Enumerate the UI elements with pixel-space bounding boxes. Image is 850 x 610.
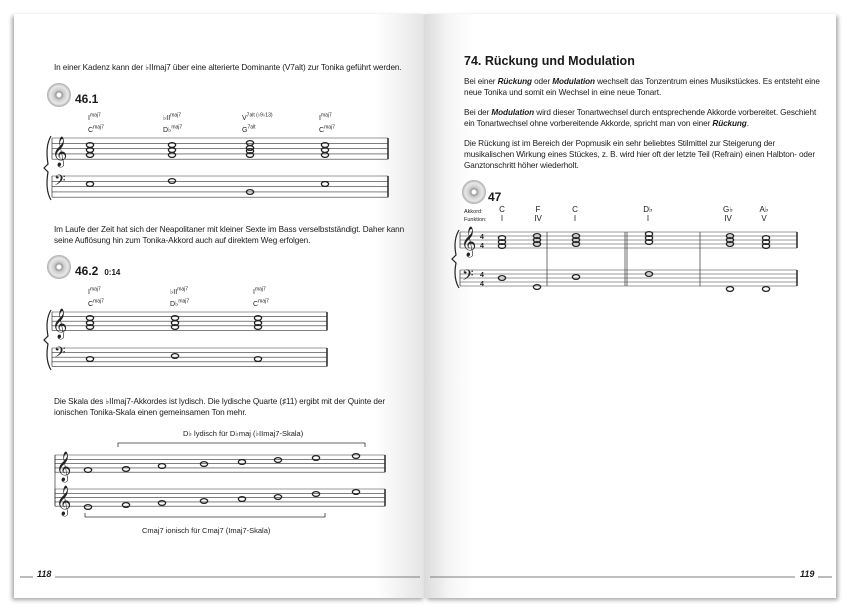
example-number: 47 [488, 190, 502, 204]
whole-note [84, 468, 91, 473]
intro-paragraph: Bei einer Rückung oder Modulation wechselt das Tonzentrum eines Musikstückes. Es entsteht eine neue Tonika und somit ein Wechsel in eine neue Tonart. [464, 77, 820, 97]
chord-name: A♭ [759, 205, 769, 214]
modulation-paragraph: Bei der Modulation wird dieser Tonartwechsel durch entsprechende Akkorde vorbereitet. Geschieht ein Tonartwechsel ohne vorbereitende Akkorde, spricht man von einer Rückung. [464, 108, 817, 128]
chord-function: IV [724, 214, 732, 223]
page-number: 118 [37, 569, 52, 579]
chord-function: $I^{maj7}$ [88, 113, 101, 123]
brace [452, 230, 459, 288]
whole-note [86, 153, 93, 158]
whole-note [200, 462, 207, 467]
example-number-text: 46.2 [75, 264, 99, 278]
akkord-label: Akkord: [464, 209, 483, 215]
chord-function: I [500, 214, 504, 223]
scale-paragraph: Die Skala des ♭IImaj7-Akkordes ist lydisch. Die lydische Quarte (♯11) ergibt mit der Quinte der ionischen Tonika-Skala einen gemeinsamen Ton mehr. [54, 397, 385, 417]
chord-name: G♭ [723, 205, 733, 214]
whole-note [168, 153, 175, 158]
treble-clef: 𝄞 [56, 452, 72, 482]
time-signature: 4 [480, 243, 484, 250]
bass-clef: 𝄢 [54, 344, 66, 365]
chord-function: $I^{maj7}$ [253, 287, 266, 297]
treble-clef: 𝄞 [52, 137, 68, 167]
chord-name: $C^{maj7}$ [253, 298, 269, 308]
whole-note [312, 492, 319, 497]
whole-note [533, 285, 540, 290]
bass-clef: 𝄢 [462, 267, 474, 288]
chord-name: $G^{7alt}$ [242, 124, 256, 134]
lydian-label: D♭ lydisch für D♭maj (♭IImaj7-Skala) [183, 429, 304, 438]
treble-clef: 𝄞 [52, 309, 68, 339]
chord-name: F [535, 205, 541, 214]
bracket [85, 513, 325, 517]
chord-function: V [761, 214, 767, 223]
whole-note [572, 275, 579, 280]
whole-note [312, 456, 319, 461]
chord-function: IV [534, 214, 542, 223]
bass-clef: 𝄢 [54, 172, 66, 193]
whole-note [726, 287, 733, 292]
ionian-label: Cmaj7 ionisch für Cmaj7 (Imaj7-Skala) [142, 526, 271, 535]
example-number: 46.1 [75, 92, 99, 106]
whole-note [352, 490, 359, 495]
whole-note [171, 354, 178, 359]
whole-note [762, 287, 769, 292]
whole-note [321, 153, 328, 158]
whole-note [274, 458, 281, 463]
pop-paragraph: Die Rückung ist im Bereich der Popmusik ein sehr beliebtes Stilmittel zur Steigerung der musikalischen Wirkung eines Stückes, z. B. wird hier oft der letzte Teil (Refrain) einen Halbton- oder Ganztonschritt höher wiederholt. [464, 139, 815, 170]
whole-note [122, 503, 129, 508]
section-heading: 74. Rückung und Modulation [464, 54, 635, 68]
whole-note [321, 182, 328, 187]
whole-note [86, 182, 93, 187]
bracket [118, 443, 365, 447]
time-signature: 4 [480, 234, 484, 241]
whole-note [352, 454, 359, 459]
chord-function: $I^{maj7}$ [88, 287, 101, 297]
chord-function: $I^{maj7}$ [319, 113, 332, 123]
chord-name: $C^{maj7}$ [88, 124, 104, 134]
intro-paragraph: In einer Kadenz kann der ♭IImaj7 über eine alterierte Dominante (V7alt) zur Tonika geführt werden. [54, 63, 402, 72]
chord-function: I [573, 214, 577, 223]
chord-name: C [572, 205, 578, 214]
whole-note [200, 499, 207, 504]
time-signature: 4 [480, 272, 484, 279]
treble-clef: 𝄞 [461, 227, 477, 257]
track-time: 0:14 [104, 268, 121, 277]
chord-function: $V^{7alt (♭9♭13)}$ [242, 113, 273, 123]
funktion-label: Funktion: [464, 217, 487, 223]
chord-function: $♭II^{maj7}$ [163, 113, 182, 123]
brace [44, 310, 51, 370]
chord-name: $C^{maj7}$ [319, 124, 335, 134]
chord-function: I [646, 214, 650, 223]
chord-name: D♭$^{maj7}$ [170, 298, 190, 308]
treble-clef: 𝄞 [56, 486, 72, 516]
whole-note [122, 467, 129, 472]
chord-name: D♭$^{maj7}$ [163, 124, 183, 134]
whole-note [84, 505, 91, 510]
time-signature: 4 [480, 281, 484, 288]
chord-function: $♭II^{maj7}$ [170, 287, 189, 297]
chord-name: $C^{maj7}$ [88, 298, 104, 308]
whole-note [274, 495, 281, 500]
chord-name: C [499, 205, 505, 214]
chord-name: D♭ [643, 205, 653, 214]
brace [44, 136, 51, 200]
neapolitan-paragraph: Im Laufe der Zeit hat sich der Neapolitaner mit kleiner Sexte im Bass verselbstständigt. Daher kann seine Auflösung hin zum Tonika-Akkord auch auf direktem Weg erfolgen. [54, 225, 405, 245]
page-number: 119 [800, 569, 815, 579]
whole-note [158, 501, 165, 506]
